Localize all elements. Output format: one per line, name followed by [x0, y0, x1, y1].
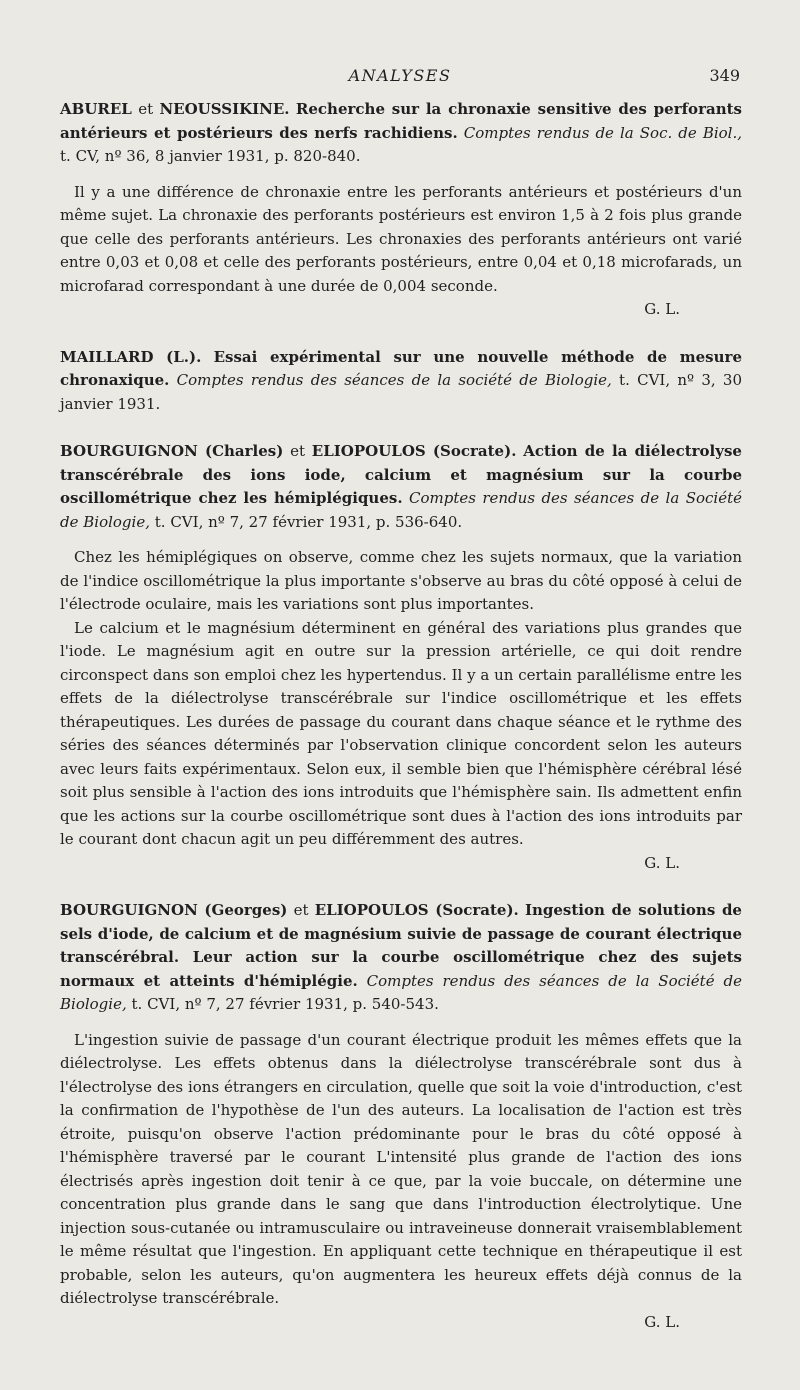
- author-connector: et: [290, 442, 306, 460]
- journal-name: Comptes rendus des séances de la Société de Biologie,: [60, 971, 742, 1013]
- citation-details: t. CVI, nº 7, 27 février 1931, p. 540-543.: [131, 995, 439, 1013]
- author-connector: et: [293, 901, 309, 919]
- page-number: 349: [709, 66, 740, 85]
- citation-details: t. CVI, nº 3, 30 janvier 1931.: [60, 371, 742, 413]
- journal-name: Comptes rendus des séances de la société de Biologie,: [176, 371, 612, 389]
- running-header: [60, 66, 740, 88]
- journal-name: Comptes rendus des séances de la Société de Biologie,: [60, 489, 742, 531]
- bibliographic-reference: [60, 899, 742, 1017]
- abstract-paragraph: Il y a une différence de chronaxie entre les perforants antérieurs et postérieurs d'un même sujet. La chronaxie des perforants postérieurs est environ 1,5 à 2 fois plus grande que celle des perforants antérieurs. Les chronaxies des perforants antérieurs ont varié entre 0,03 et 0,08 et celle des perforants postérieurs, entre 0,04 et 0,18 microfarads, un microfarad correspondant à une durée de 0,004 seconde.: [60, 182, 742, 295]
- author-name: MAILLARD (L.).: [60, 347, 202, 366]
- running-title: ANALYSES: [348, 66, 452, 85]
- bibliographic-reference: [60, 98, 742, 169]
- abstract-paragraph: L'ingestion suivie de passage d'un courant électrique produit les mêmes effets que la diélectrolyse. Les effets obtenus dans la diélectrolyse transcérébrale sont dus à l'électrolyse des ions étrangers en circulation, quelle que soit la voie d'introduction, c'est la confirmation de l'hypothèse de l'un des auteurs. La localisation de l'action est très étroite, puisqu'on observe l'action prédominante pour le bras du côté opposé à l'hémisphère traversé par le courant L'intensité plus grande de l'action des ions électrisés après ingestion doit tenir à ce que, par la voie buccale, on détermine une concentration plus grande dans le sang que dans l'introduction électrolytique. Une injection sous-cutanée ou intramusculaire ou intraveineuse donnerait vraisemblablement le même résultat que l'ingestion. En appliquant cette technique en thérapeutique il est probable, selon les auteurs, qu'on augmentera les heureux effets déjà connus de la diélectrolyse transcérébrale.: [60, 1030, 742, 1307]
- article-title: Ingestion de solutions de sels d'iode, de calcium et de magnésium suivie de passage de courant électrique transcérébral. Leur action sur la courbe oscillométrique chez des sujets normaux et atteints d'hémiplégie.: [60, 901, 742, 990]
- author-name: BOURGUIGNON (Georges): [60, 901, 288, 919]
- reviewer-signature: G. L.: [644, 300, 680, 318]
- abstract-paragraph: Le calcium et le magnésium déterminent en général des variations plus grandes que l'iode. Le magnésium agit en outre sur la pression artérielle, ce qui doit rendre circonspect dans son emploi chez les hypertendus. Il y a un certain parallélisme entre les effets de la diélectrolyse transcérébrale sur l'indice oscillométrique et les effets thérapeutiques. Les durées de passage du courant dans chaque séance et le rythme des séries des séances déterminés par l'observation clinique concordent selon les auteurs avec leurs faits expérimentaux. Selon eux, il semble bien que l'hémisphère cérébral lésé soit plus sensible à l'action des ions introduits que l'hémisphère sain. Ils admettent enfin que les actions sur la courbe oscillométrique sont dues à l'action des ions introduits par le courant dont chacun agit un peu différemment des autres.: [60, 618, 742, 848]
- journal-name: Comptes rendus de la Soc. de Biol.,: [463, 123, 743, 142]
- coauthor-name: ELIOPOULOS (Socrate).: [314, 901, 519, 919]
- bibliographic-reference: [60, 346, 742, 417]
- abstract-paragraph: Chez les hémiplégiques on observe, comme chez les sujets normaux, que la variation de l'indice oscillométrique la plus importante s'observe au bras du côté opposé à celui de l'électrode oculaire, mais les variations sont plus importantes.: [60, 548, 742, 613]
- reviewer-signature: G. L.: [644, 853, 680, 872]
- abstract-entry: [60, 98, 742, 322]
- article-column: [60, 98, 742, 1358]
- reviewer-signature: G. L.: [644, 1312, 680, 1331]
- citation-details: t. CVI, nº 7, 27 février 1931, p. 536-640.: [154, 512, 463, 531]
- abstract-entry: [60, 899, 742, 1334]
- author-connector: et: [138, 100, 154, 118]
- citation-details: t. CV, nº 36, 8 janvier 1931, p. 820-840.: [60, 147, 361, 165]
- article-title: Essai expérimental sur une nouvelle méthode de mesure chronaxique.: [60, 347, 742, 389]
- article-title: Action de la diélectrolyse transcérébrale des ions iode, calcium et magnésium sur la courbe oscillométrique chez les hémiplégiques.: [60, 442, 742, 507]
- abstract-entry: [60, 346, 742, 417]
- article-title: Recherche sur la chronaxie sensitive des perforants antérieurs et postérieurs des nerfs rachidiens.: [60, 100, 742, 142]
- coauthor-name: NEOUSSIKINE.: [159, 100, 290, 118]
- coauthor-name: ELIOPOULOS (Socrate).: [311, 442, 517, 460]
- abstract-entry: [60, 440, 742, 875]
- author-name: ABUREL: [60, 100, 132, 118]
- bibliographic-reference: [60, 440, 742, 534]
- author-name: BOURGUIGNON (Charles): [60, 442, 284, 460]
